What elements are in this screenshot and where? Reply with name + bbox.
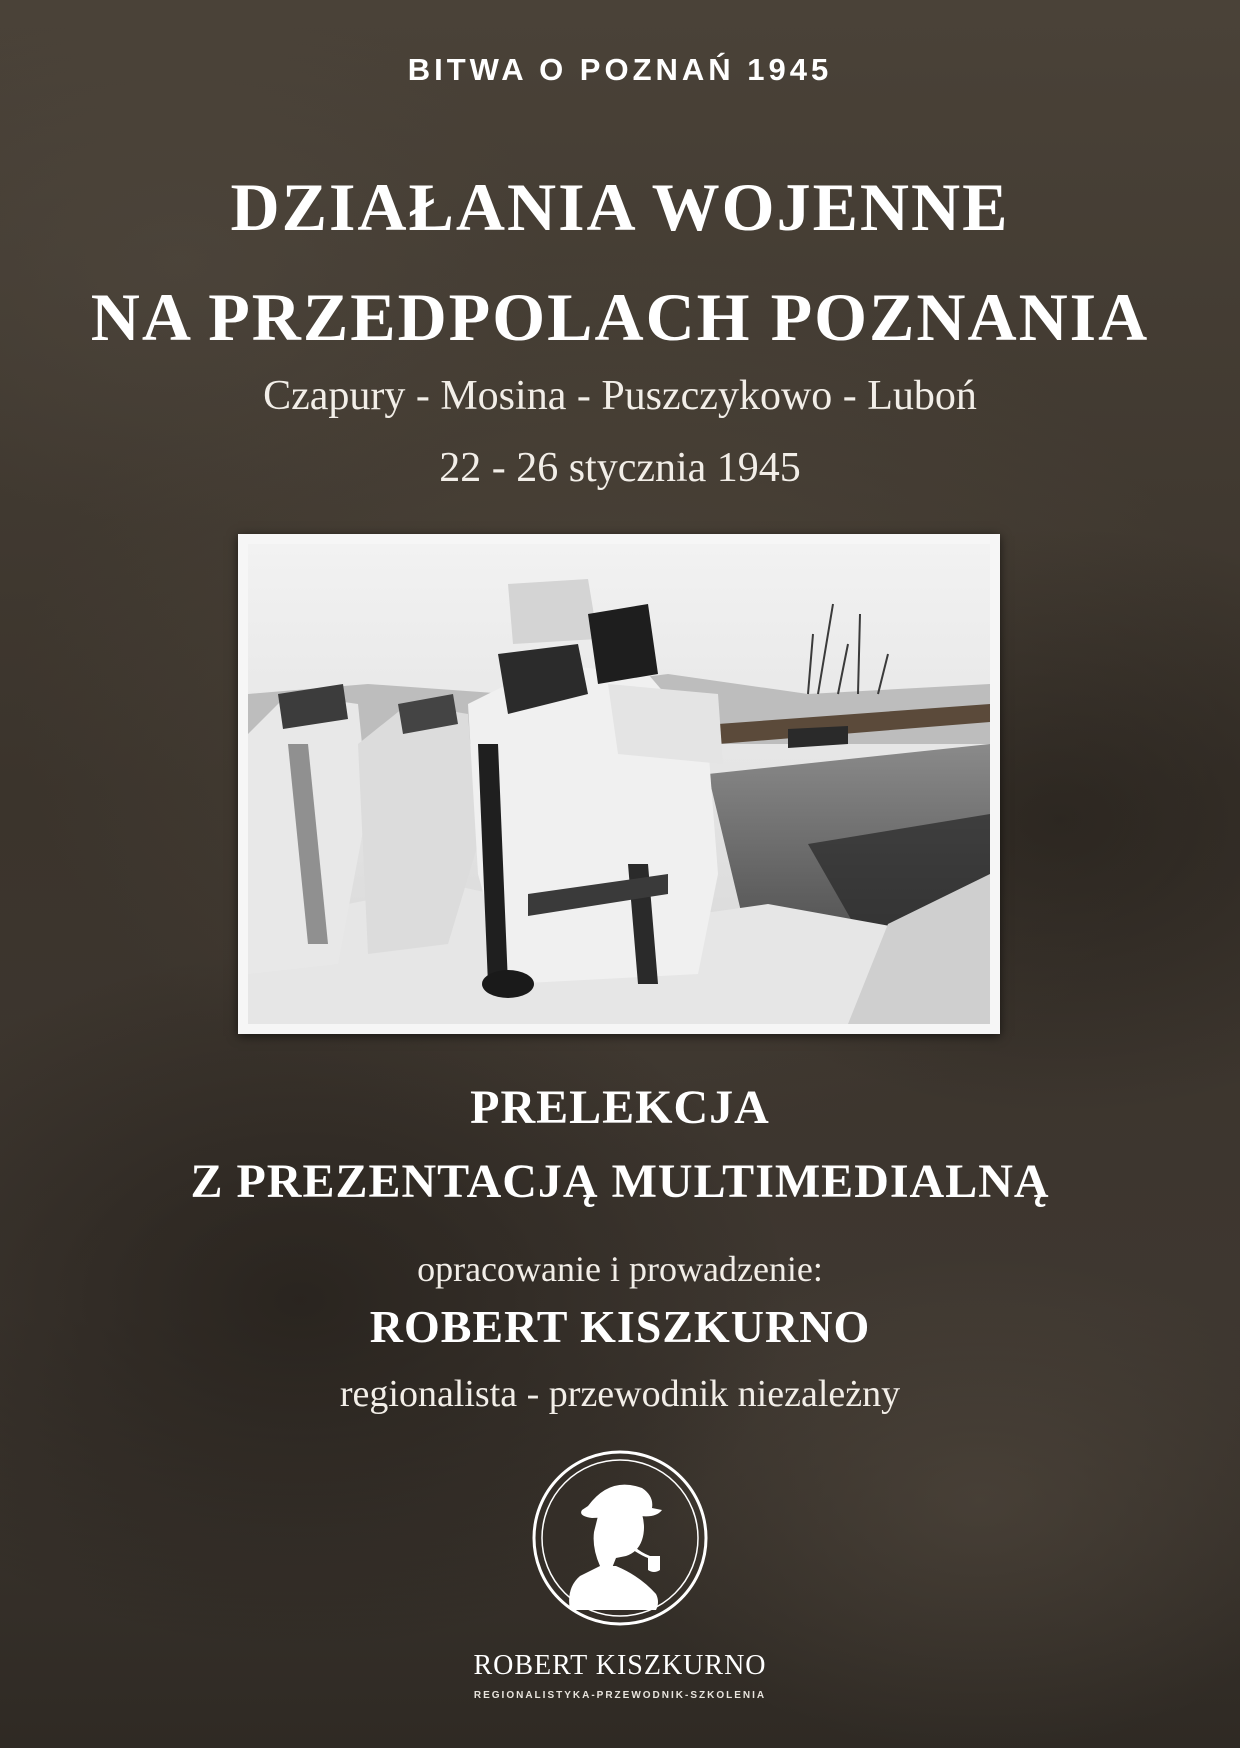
title-line-1: DZIAŁANIA WOJENNE xyxy=(230,169,1010,245)
subtitle-line-1: PRELEKCJA xyxy=(470,1081,770,1134)
logo-tagline: REGIONALISTYKA-PRZEWODNIK-SZKOLENIA xyxy=(473,1690,767,1701)
title-line-2: NA PRZEDPOLACH POZNANIA xyxy=(90,279,1150,355)
subtitle-line-2: Z PREZENTACJĄ MULTIMEDIALNĄ xyxy=(190,1155,1050,1208)
dates-line: 22 - 26 stycznia 1945 xyxy=(439,445,801,491)
author-role: regionalista - przewodnik niezależny xyxy=(339,1373,901,1415)
places-line: Czapury - Mosina - Puszczykowo - Luboń xyxy=(263,373,977,419)
photo-frame xyxy=(238,534,1000,1034)
author-name: ROBERT KISZKURNO xyxy=(369,1301,871,1352)
credit-label: opracowanie i prowadzenie: xyxy=(417,1249,823,1289)
detective-silhouette-icon xyxy=(530,1448,710,1628)
soldiers-in-winter-trench-photo xyxy=(248,544,990,1024)
event-series-label: BITWA O POZNAŃ 1945 xyxy=(407,52,833,87)
logo-name: ROBERT KISZKURNO xyxy=(473,1650,767,1681)
